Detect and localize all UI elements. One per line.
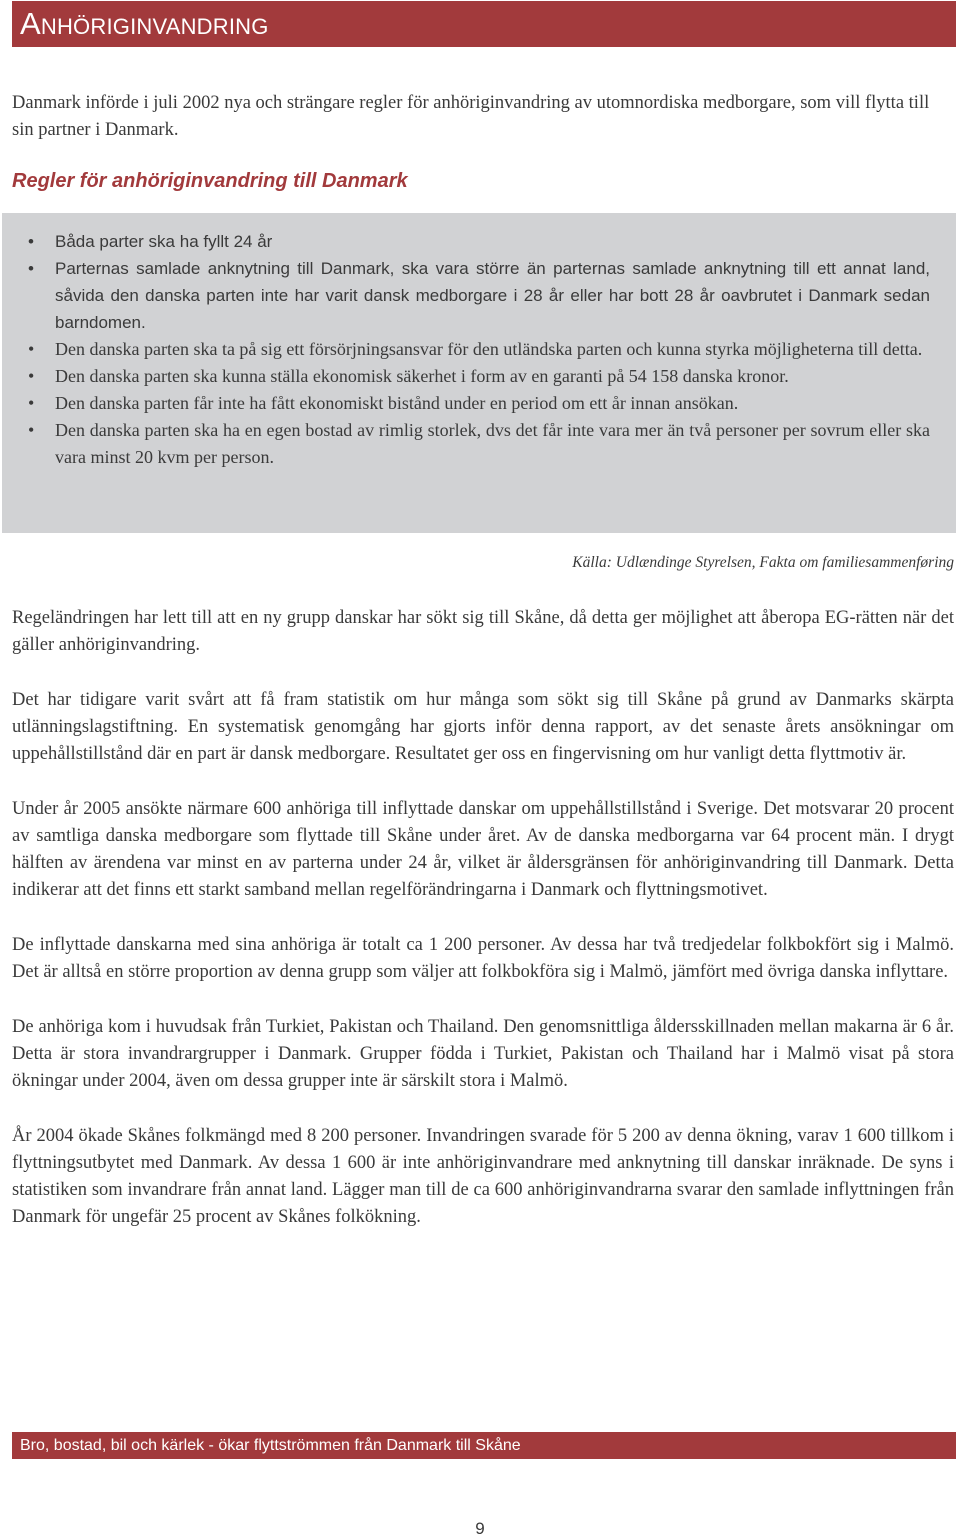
rule-item-text: Parternas samlade anknytning till Danmark, ska vara större än parternas samlade anknytning till ett annat land, såvida den danska parten inte har varit dansk medborgare i 28 år eller har bott 28 år oavbrutet i Danmark sedan barndomen.: [55, 259, 930, 332]
body-paragraph: De inflyttade danskarna med sina anhöriga är totalt ca 1 200 personer. Av dessa har två tredjedelar folkbokfört sig i Malmö. Det är alltså en större proportion av denna grupp som väljer att folkbokföra sig i Malmö, jämfört med övriga danska inflyttare.: [12, 935, 954, 982]
page-number: 9: [475, 1519, 485, 1538]
bullet-icon: •: [28, 232, 34, 251]
rule-item: [24, 228, 930, 255]
body-paragraph: År 2004 ökade Skånes folkmängd med 8 200 personer. Invandringen svarade för 5 200 av denna ökning, varav 1 600 tillkom i flyttningsutbytet med Danmark. Av dessa 1 600 är inte anhöriginvandrare med anknytning till danskar inräknade. De syns i statistiken som invandrare från annat land. Lägger man till de ca 600 anhöriginvandrarna svarar den samlade inflyttningen från Danmark för ungefär 25 procent av Skånes folkökning.: [12, 1126, 954, 1227]
rule-item-text: Båda parter ska ha fyllt 24 år: [55, 232, 273, 251]
bullet-icon: •: [28, 259, 34, 278]
bullet-icon: •: [28, 393, 35, 413]
rule-item: [24, 336, 930, 363]
body-paragraph: Regeländringen har lett till att en ny grupp danskar har sökt sig till Skåne, då detta ger möjlighet att åberopa EG-rätten när det gäller anhöriginvandring.: [12, 608, 954, 655]
rule-item: [24, 417, 930, 471]
rule-item-text: Den danska parten får inte ha fått ekonomiskt bistånd under en period om ett år innan ansökan.: [55, 393, 739, 413]
body-paragraph: Det har tidigare varit svårt att få fram statistik om hur många som sökt sig till Skåne på grund av Danmarks skärpta utlänningslagstiftning. En systematisk genomgång har gjorts inför denna rapport, av det senaste årets ansökningar om uppehållstillstånd där en part är dansk medborgare. Resultatet ger oss en fingervisning om hur vanligt detta flyttmotiv är.: [12, 690, 954, 764]
rule-item-text: Den danska parten ska kunna ställa ekonomisk säkerhet i form av en garanti på 54 158 danska kronor.: [55, 366, 789, 386]
intro-paragraph: Danmark införde i juli 2002 nya och strängare regler för anhöriginvandring av utomnordiska medborgare, som vill flytta till sin partner i Danmark.: [12, 93, 930, 140]
body-paragraph: Under år 2005 ansökte närmare 600 anhöriga till inflyttade danskar om uppehållstillstånd i Sverige. Det motsvarar 20 procent av samtliga danska medborgare som flyttade till Skåne under året. Av de danska medborgarna var 64 procent män. I drygt hälften av ärendena var minst en av parterna under 24 år, vilket är åldersgränsen för anhöriginvandring till Danmark. Detta indikerar att det finns ett starkt samband mellan regelförändringarna i Danmark och flyttningsmotivet.: [12, 799, 954, 900]
rule-item: [24, 255, 930, 336]
bullet-icon: •: [28, 420, 35, 440]
rule-item-text: Den danska parten ska ta på sig ett försörjningsansvar för den utländska parten och kunna styrka möjligheterna till detta.: [55, 339, 923, 359]
footer-title: Bro, bostad, bil och kärlek - ökar flyttströmmen från Danmark till Skåne: [20, 1437, 521, 1454]
bullet-icon: •: [28, 366, 35, 386]
rule-item: [24, 363, 930, 390]
bullet-icon: •: [28, 339, 35, 359]
body-text: [12, 605, 954, 1259]
chapter-title: Anhöriginvandring: [20, 6, 269, 41]
rules-list: [24, 228, 930, 471]
rule-item-text: Den danska parten ska ha en egen bostad av rimlig storlek, dvs det får inte vara mer än två personer per sovrum eller ska vara minst 20 kvm per person.: [55, 420, 930, 467]
rules-box: [2, 213, 956, 533]
chapter-header-bar: [12, 1, 956, 47]
source-citation: Källa: Udlændinge Styrelsen, Fakta om familiesammenføring: [572, 554, 954, 571]
rule-item: [24, 390, 930, 417]
footer-bar: [12, 1432, 956, 1459]
rules-heading: Regler för anhöriginvandring till Danmark: [12, 170, 408, 192]
body-paragraph: De anhöriga kom i huvudsak från Turkiet, Pakistan och Thailand. Den genomsnittliga åldersskillnaden mellan makarna är 6 år. Detta är stora invandrargrupper i Danmark. Grupper födda i Turkiet, Pakistan och Thailand har i Malmö visat på stora ökningar under 2004, även om dessa grupper inte är särskilt stora i Malmö.: [12, 1017, 954, 1091]
